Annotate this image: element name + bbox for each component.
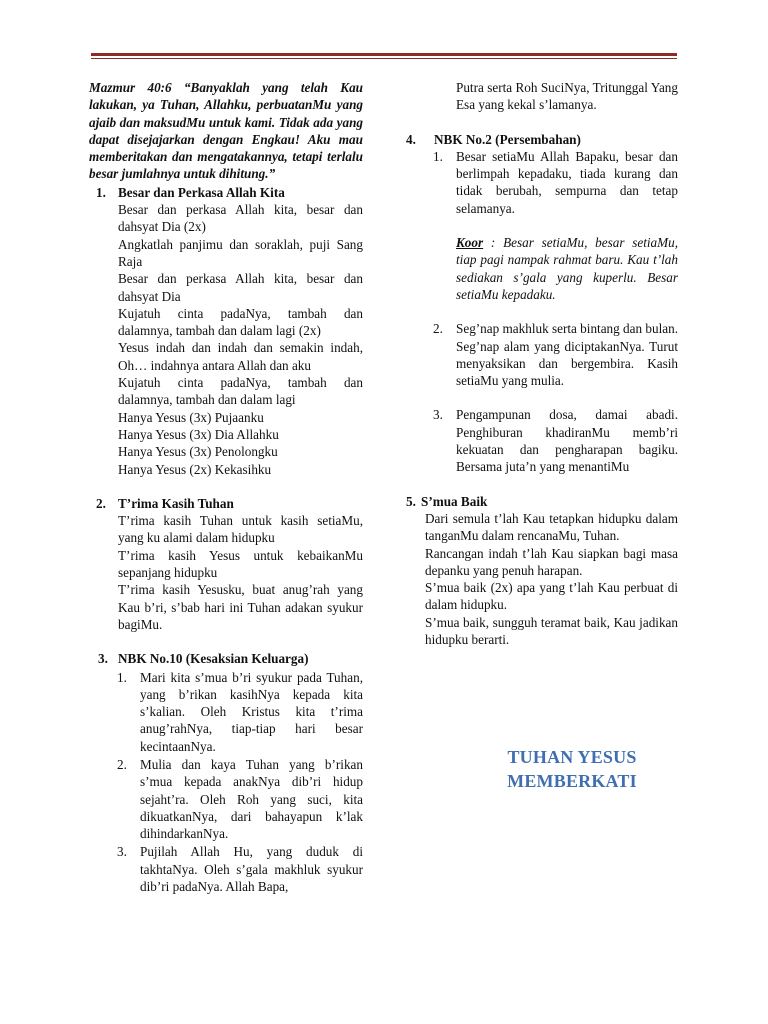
song-3-title: NBK No.10 (Kesaksian Keluarga) xyxy=(118,651,309,667)
lyric-line: Kujatuh cinta padaNya, tambah dan dalamnya, tambah dan dalam lagi (2x) xyxy=(118,305,363,339)
lyric-line: T’rima kasih Tuhan untuk kasih setiaMu, yang ku alami dalam hidupku xyxy=(118,513,363,546)
song-3-heading xyxy=(89,650,363,667)
lyric-line: Hanya Yesus (3x) Penolongku xyxy=(118,444,278,460)
lyric-line: S’mua baik, sungguh teramat baik, Kau jadikan hidupku berarti. xyxy=(425,614,678,648)
verse-item xyxy=(433,406,678,475)
song-4 xyxy=(406,131,678,476)
lyric-line: Angkatlah panjimu dan soraklah, puji Sang Raja xyxy=(118,236,363,269)
song-4-verses xyxy=(406,148,678,476)
lyric-line: Dari semula t’lah Kau tetapkan hidupku dalam tanganMu dalam rencanaMu, Tuhan. xyxy=(425,510,678,544)
header-rule-thin xyxy=(91,58,677,59)
header-rule xyxy=(91,53,677,59)
song-3 xyxy=(89,650,363,895)
verse-number: 1. xyxy=(117,669,127,685)
verse-item xyxy=(117,756,363,842)
song-1 xyxy=(89,184,363,478)
lyric-line: Besar dan perkasa Allah kita, besar dan dahsyat Dia (2x) xyxy=(118,202,363,235)
header-rule-thick xyxy=(91,53,677,56)
song-3-number: 3. xyxy=(98,651,108,667)
verse-item xyxy=(433,148,678,217)
verse-text: Mulia dan kaya Tuhan yang b’rikan s’mua kepada anakNya dib’ri hidup sejaht’ra. Oleh Roh yang suci, kita dikuatkanNya, dari bahayapun k’lak dihindarkanNya. xyxy=(140,756,363,842)
psalm-quote: Mazmur 40:6 “Banyaklah yang telah Kau lakukan, ya Tuhan, Allahku, perbuatanMu yang ajaib dan maksudMu untuk kami. Tidak ada yang dapat disejajarkan dengan Engkau! Aku mau memberitakan dan mengatakannya, tetapi terlalu besar jumlahnya untuk dihitung.” xyxy=(89,80,363,182)
lyric-line: Kujatuh cinta padaNya, tambah dan dalamnya, tambah dan dalam lagi xyxy=(118,375,363,408)
closing-line-2: MEMBERKATI xyxy=(507,771,637,791)
song-2-lyrics xyxy=(89,512,363,633)
song-5 xyxy=(406,493,678,649)
lyric-line: Rancangan indah t’lah Kau siapkan bagi masa depanku yang penuh harapan. xyxy=(425,545,678,578)
song-5-lyrics xyxy=(406,510,678,648)
song-2-number: 2. xyxy=(96,495,106,511)
song-1-lyrics xyxy=(89,201,363,478)
lyric-line: T’rima kasih Yesusku, buat anug’rah yang Kau b’ri, s’bab hari ini Tuhan adakan syukur bagiMu. xyxy=(118,582,363,632)
right-column xyxy=(406,79,678,648)
song-2-title: T’rima Kasih Tuhan xyxy=(118,495,234,511)
lyric-line: T’rima kasih Yesus untuk kebaikanMu sepanjang hidupku xyxy=(118,547,363,581)
song-3-continuation: Putra serta Roh SuciNya, Tritunggal Yang Esa yang kekal s’lamanya. xyxy=(456,80,678,113)
verse-text: Mari kita s’mua b’ri syukur pada Tuhan, yang b’rikan kasihNya kepada kita s’kalian. Oleh Kristus kita t’rima anug’rahNya, tiap-tiap hari besar kecintaanNya. xyxy=(140,669,363,754)
song-1-title: Besar dan Perkasa Allah Kita xyxy=(118,184,285,200)
verse-text: Pujilah Allah Hu, yang duduk di takhtaNya. Oleh s’gala makhluk syukur dib’ri padaNya. Allah Bapa, xyxy=(140,844,363,895)
verse-text: Seg’nap makhluk serta bintang dan bulan. Seg’nap alam yang diciptakanNya. Turut menyaksikan dan bergembira. Kasih setiaMu yang mulia. xyxy=(456,321,678,389)
koor-label: Koor xyxy=(456,235,484,251)
closing-blessing xyxy=(474,745,670,793)
verse-item xyxy=(117,669,363,755)
koor-text: : Besar setiaMu, besar setiaMu, tiap pagi nampak rahmat baru. Kau t’lah sediakan s’gala yang kuperlu. Besar setiaMu kepadaku. xyxy=(456,235,679,302)
song-2 xyxy=(89,495,363,633)
song-1-number: 1. xyxy=(96,184,106,200)
lyric-line: Yesus indah dan indah dan semakin indah, Oh… indahnya antara Allah dan aku xyxy=(118,340,363,373)
verse-number: 1. xyxy=(433,148,443,164)
song-5-number: 5. xyxy=(406,493,416,509)
song-4-heading xyxy=(406,131,678,148)
song-1-heading xyxy=(89,184,363,201)
song-5-heading xyxy=(406,493,678,510)
verse-number: 2. xyxy=(433,321,443,337)
verse-item xyxy=(117,843,363,895)
closing-line-1: TUHAN YESUS xyxy=(507,747,637,767)
lyric-line: Hanya Yesus (3x) Dia Allahku xyxy=(118,426,279,442)
lyric-line: Hanya Yesus (2x) Kekasihku xyxy=(118,461,272,477)
verse-number: 3. xyxy=(117,844,127,860)
song-2-heading xyxy=(89,495,363,512)
song-4-title: NBK No.2 (Persembahan) xyxy=(434,131,581,147)
song-4-number: 4. xyxy=(406,131,416,147)
left-column xyxy=(89,79,363,895)
song-5-title: S’mua Baik xyxy=(421,493,488,509)
lyric-line: S’mua baik (2x) apa yang t’lah Kau perbuat di dalam hidupku. xyxy=(425,580,678,613)
verse-number: 3. xyxy=(433,407,443,423)
verse-text: Pengampunan dosa, damai abadi. Penghiburan khadiranMu memb’ri kekuatan dan pengharapan bagiku. Bersama juta’n yang menantiMu xyxy=(456,407,678,475)
verse-item xyxy=(433,320,678,389)
verse-number: 2. xyxy=(117,756,127,772)
lyric-line: Besar dan perkasa Allah kita, besar dan dahsyat Dia xyxy=(118,271,363,304)
verse-text: Besar setiaMu Allah Bapaku, besar dan berlimpah kepadaku, tiada kurang dan tidak berubah, sempurna dan tetap selamanya. xyxy=(456,148,678,216)
song-3-verses xyxy=(89,669,363,896)
koor-refrain xyxy=(456,234,678,303)
lyric-line: Hanya Yesus (3x) Pujaanku xyxy=(118,409,264,425)
